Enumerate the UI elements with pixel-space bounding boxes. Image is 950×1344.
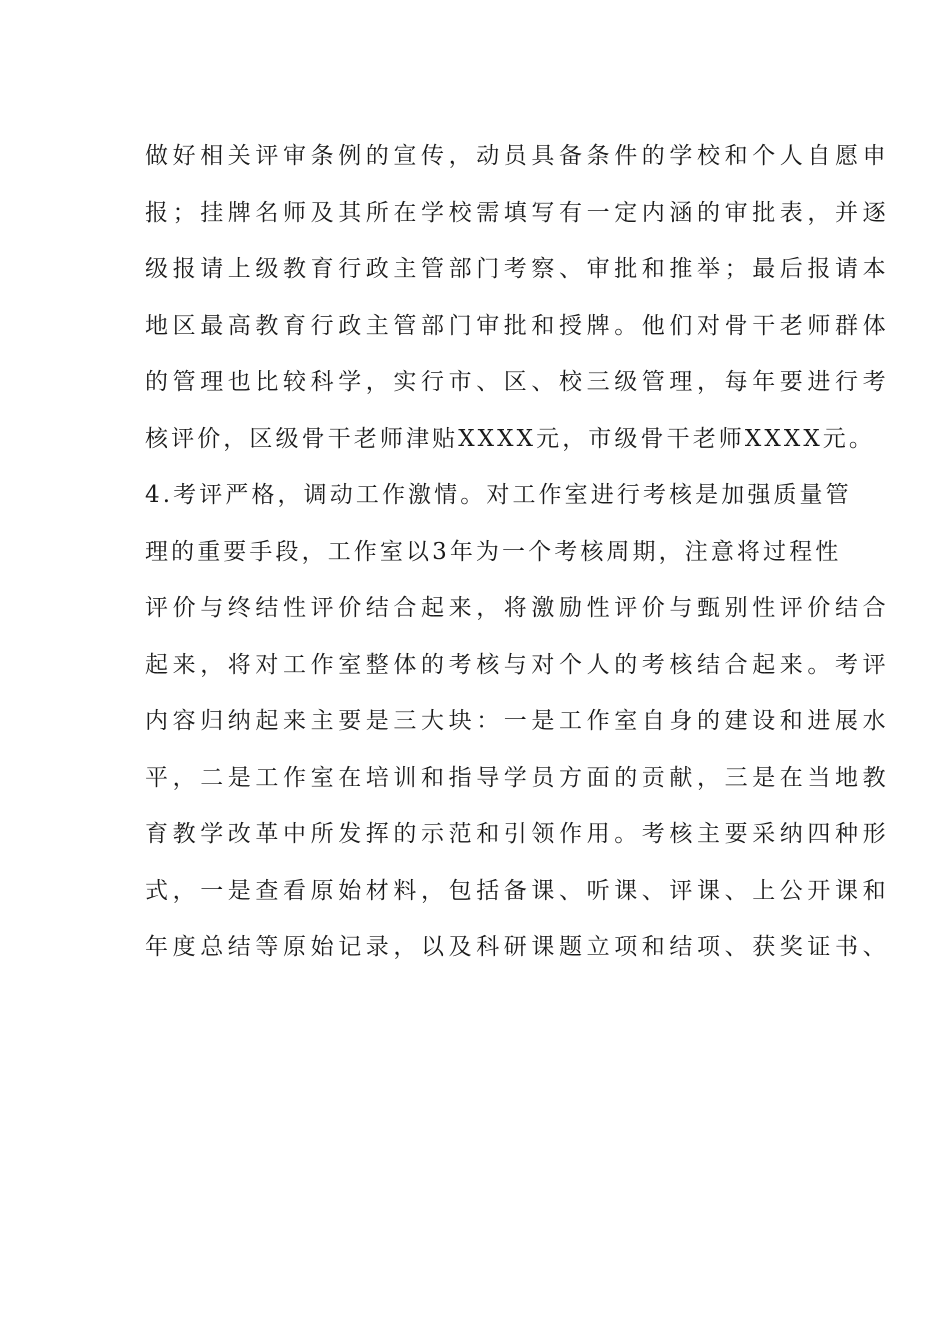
text-line-9: 评价与终结性评价结合起来，将激励性评价与甄别性评价结合 xyxy=(145,595,891,621)
text-line-11: 内容归纳起来主要是三大块：一是工作室自身的建设和进展水 xyxy=(145,708,891,734)
text-line-6: 核评价，区级骨干老师津贴XXXX元，市级骨干老师XXXX元。 xyxy=(145,425,875,452)
text-line-14: 式，一是查看原始材料，包括备课、听课、评课、上公开课和 xyxy=(145,877,891,904)
text-line-4: 地区最高教育行政主管部门审批和授牌。他们对骨干老师群体 xyxy=(145,312,891,339)
text-line-10: 起来，将对工作室整体的考核与对个人的考核结合起来。考评 xyxy=(145,651,891,678)
text-line-1: 做好相关评审条例的宣传，动员具备条件的学校和个人自愿申 xyxy=(145,143,891,169)
text-line-13: 育教学改革中所发挥的示范和引领作用。考核主要采纳四种形 xyxy=(145,821,891,847)
text-line-12: 平，二是工作室在培训和指导学员方面的贡献，三是在当地教 xyxy=(145,764,891,791)
text-line-3: 级报请上级教育行政主管部门考察、审批和推举；最后报请本 xyxy=(145,256,891,282)
text-line-5: 的管理也比较科学，实行市、区、校三级管理，每年要进行考 xyxy=(145,369,891,395)
text-line-7: 4.考评严格，调动工作激情。对工作室进行考核是加强质量管 xyxy=(145,482,852,508)
text-line-2: 报；挂牌名师及其所在学校需填写有一定内涵的审批表，并逐 xyxy=(145,199,891,226)
text-line-8: 理的重要手段，工作室以3年为一个考核周期，注意将过程性 xyxy=(145,538,842,565)
body-text xyxy=(145,128,891,976)
text-line-15: 年度总结等原始记录，以及科研课题立项和结项、获奖证书、 xyxy=(145,934,891,960)
